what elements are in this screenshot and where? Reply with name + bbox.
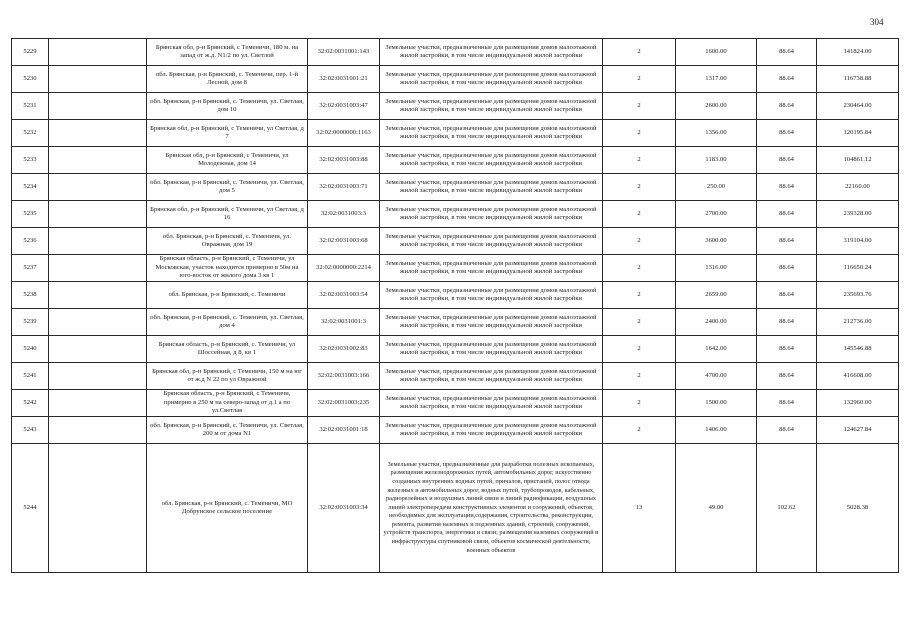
cadastral-number-cell: 32:02:0031003:88 — [308, 147, 380, 174]
specific-value-cell: 88.64 — [757, 309, 817, 336]
specific-value-cell: 88.64 — [757, 228, 817, 255]
address-cell: Брянская обл, р-н Брянский, с Теменичи, ул Светлая, д 16 — [147, 201, 308, 228]
land-use-cell: Земельные участки, предназначенные для размещения домов малоэтажной жилой застройки, в том числе индивидуальной жилой застройки — [380, 66, 603, 93]
cadastral-value-cell: 212736.00 — [817, 309, 899, 336]
empty-cell — [49, 201, 147, 228]
table-row — [12, 255, 899, 282]
cadastral-value-cell: 5028.38 — [817, 444, 899, 573]
area-cell: 1356.00 — [676, 120, 757, 147]
land-use-cell: Земельные участки, предназначенные для размещения домов малоэтажной жилой застройки, в том числе индивидуальной жилой застройки — [380, 390, 603, 417]
address-cell: обл. Брянская, р-н Брянский, с. Теменичи, ул. Светлая, дом 5 — [147, 174, 308, 201]
specific-value-cell: 88.64 — [757, 363, 817, 390]
group-cell: 2 — [603, 174, 676, 201]
specific-value-cell: 88.64 — [757, 255, 817, 282]
specific-value-cell: 88.64 — [757, 390, 817, 417]
row-number: 5240 — [12, 336, 49, 363]
land-use-cell: Земельные участки, предназначенные для размещения домов малоэтажной жилой застройки, в том числе индивидуальной жилой застройки — [380, 201, 603, 228]
address-cell: обл. Брянская, р-н Брянский, с. Теменичи, ул. Овражная, дом 19 — [147, 228, 308, 255]
cadastral-number-cell: 32:02:0031001:21 — [308, 66, 380, 93]
row-number: 5231 — [12, 93, 49, 120]
cadastral-value-cell: 120195.84 — [817, 120, 899, 147]
cadastral-number-cell: 32:02:0031003:47 — [308, 93, 380, 120]
group-cell: 2 — [603, 363, 676, 390]
empty-cell — [49, 309, 147, 336]
address-cell: Брянская область, р-н Брянский, с Теменичи, ул Московская, участок находится примерно в 50м на юго-восток от жилого дома 3 кв 1 — [147, 255, 308, 282]
cadastral-number-cell: 32:02:0031003:71 — [308, 174, 380, 201]
group-cell: 2 — [603, 282, 676, 309]
table-row — [12, 417, 899, 444]
empty-cell — [49, 174, 147, 201]
area-cell: 2659.00 — [676, 282, 757, 309]
row-number: 5237 — [12, 255, 49, 282]
empty-cell — [49, 147, 147, 174]
cadastral-number-cell: 32:02:0031001:143 — [308, 39, 380, 66]
row-number: 5243 — [12, 417, 49, 444]
group-cell: 2 — [603, 336, 676, 363]
area-cell: 49.00 — [676, 444, 757, 573]
cadastral-value-cell: 116738.88 — [817, 66, 899, 93]
cadastral-value-cell: 141824.00 — [817, 39, 899, 66]
area-cell: 1600.00 — [676, 39, 757, 66]
table-row — [12, 66, 899, 93]
table-body — [12, 39, 899, 573]
cadastral-value-cell: 124627.84 — [817, 417, 899, 444]
area-cell: 1317.00 — [676, 66, 757, 93]
cadastral-number-cell: 32:02:0031003:34 — [308, 444, 380, 573]
area-cell: 1183.00 — [676, 147, 757, 174]
land-use-cell: Земельные участки, предназначенные для размещения домов малоэтажной жилой застройки, в том числе индивидуальной жилой застройки — [380, 255, 603, 282]
land-use-cell: Земельные участки, предназначенные для разработки полезных ископаемых, размещения железнодорожных путей, автомобильных дорог, искусственно созданных внутренних водных путей, причалов, пристаней, полос отвода железных и автомобильных дорог, водных путей, трубопроводов, кабельных, радиорелейных и воздушных линий связи и линий радиофикации, воздушных линий электропередачи конструктивных элементов и сооружений, объектов, необходимых для эксплуатации,содержания, строительства, реконструкции, ремонта, развития наземных и подземных зданий, строений, сооружений, устройств транспорта, энергетики и связи; размещения наземных сооружений и инфраструктуры спутниковой связи, объектов космической деятельности, военных объектов — [380, 444, 603, 573]
row-number: 5241 — [12, 363, 49, 390]
table-row — [12, 147, 899, 174]
row-number: 5233 — [12, 147, 49, 174]
empty-cell — [49, 120, 147, 147]
cadastral-number-cell: 32:02:0031003:54 — [308, 282, 380, 309]
cadastral-number-cell: 32:02:0031003:68 — [308, 228, 380, 255]
land-use-cell: Земельные участки, предназначенные для размещения домов малоэтажной жилой застройки, в том числе индивидуальной жилой застройки — [380, 228, 603, 255]
table-row — [12, 93, 899, 120]
specific-value-cell: 88.64 — [757, 282, 817, 309]
specific-value-cell: 88.64 — [757, 39, 817, 66]
empty-cell — [49, 39, 147, 66]
cadastral-value-table — [11, 38, 899, 573]
empty-cell — [49, 228, 147, 255]
address-cell: Брянская обл, р-н Брянский, с Теменичи, ул Молодежная, дом 14 — [147, 147, 308, 174]
specific-value-cell: 88.64 — [757, 120, 817, 147]
address-cell: обл. Брянская, р-н Брянский, с. Теменичи, ул. Светлая, 200 м от дома N1 — [147, 417, 308, 444]
group-cell: 2 — [603, 66, 676, 93]
group-cell: 2 — [603, 228, 676, 255]
row-number: 5244 — [12, 444, 49, 573]
specific-value-cell: 88.64 — [757, 147, 817, 174]
land-use-cell: Земельные участки, предназначенные для размещения домов малоэтажной жилой застройки, в том числе индивидуальной жилой застройки — [380, 39, 603, 66]
address-cell: Брянская область, р-н Брянский, с Теменичи, примерно в 250 м на северо-запад от д.1 а по ул.Светлая — [147, 390, 308, 417]
land-use-cell: Земельные участки, предназначенные для размещения домов малоэтажной жилой застройки, в том числе индивидуальной жилой застройки — [380, 174, 603, 201]
row-number: 5230 — [12, 66, 49, 93]
land-use-cell: Земельные участки, предназначенные для размещения домов малоэтажной жилой застройки, в том числе индивидуальной жилой застройки — [380, 417, 603, 444]
area-cell: 250.00 — [676, 174, 757, 201]
specific-value-cell: 88.64 — [757, 201, 817, 228]
address-cell: обл. Брянская, р-н Брянский, с. Теменичи, МО Добрунское сельское поселение — [147, 444, 308, 573]
row-number: 5236 — [12, 228, 49, 255]
cadastral-value-cell: 319104.00 — [817, 228, 899, 255]
area-cell: 4700.00 — [676, 363, 757, 390]
table-row — [12, 228, 899, 255]
area-cell: 1406.00 — [676, 417, 757, 444]
cadastral-number-cell: 32:02:0031003:166 — [308, 363, 380, 390]
specific-value-cell: 88.64 — [757, 66, 817, 93]
address-cell: Брянская область, р-н Брянский, с. Теменичи, ул Шоссейная, д 8, кв 1 — [147, 336, 308, 363]
cadastral-value-cell: 22160.00 — [817, 174, 899, 201]
page-number: 304 — [870, 17, 884, 27]
area-cell: 2700.00 — [676, 201, 757, 228]
cadastral-value-cell: 145546.88 — [817, 336, 899, 363]
area-cell: 1642.00 — [676, 336, 757, 363]
row-number: 5239 — [12, 309, 49, 336]
area-cell: 3600.00 — [676, 228, 757, 255]
empty-cell — [49, 417, 147, 444]
land-use-cell: Земельные участки, предназначенные для размещения домов малоэтажной жилой застройки, в том числе индивидуальной жилой застройки — [380, 282, 603, 309]
cadastral-value-cell: 239328.00 — [817, 201, 899, 228]
group-cell: 2 — [603, 309, 676, 336]
table-row — [12, 444, 899, 573]
group-cell: 2 — [603, 93, 676, 120]
land-use-cell: Земельные участки, предназначенные для размещения домов малоэтажной жилой застройки, в том числе индивидуальной жилой застройки — [380, 309, 603, 336]
group-cell: 2 — [603, 39, 676, 66]
cadastral-number-cell: 32:02:0031003:235 — [308, 390, 380, 417]
group-cell: 2 — [603, 120, 676, 147]
cadastral-number-cell: 32:02:0031002:83 — [308, 336, 380, 363]
table-row — [12, 282, 899, 309]
address-cell: Брянская обл, р-н Брянский, с Теменичи, ул Светлая, д 7 — [147, 120, 308, 147]
cadastral-value-cell: 116650.24 — [817, 255, 899, 282]
empty-cell — [49, 444, 147, 573]
empty-cell — [49, 255, 147, 282]
address-cell: обл. Брянская, р-н Брянский, с. Теменичи, пер. 1-й Лесной, дом 8 — [147, 66, 308, 93]
row-number: 5235 — [12, 201, 49, 228]
table-row — [12, 39, 899, 66]
address-cell: Брянская обл, р-н Брянский, с Теменичи, 150 м на юг от ж.д N 22 по ул Овражной — [147, 363, 308, 390]
specific-value-cell: 88.64 — [757, 174, 817, 201]
empty-cell — [49, 66, 147, 93]
land-use-cell: Земельные участки, предназначенные для размещения домов малоэтажной жилой застройки, в том числе индивидуальной жилой застройки — [380, 120, 603, 147]
table-row — [12, 201, 899, 228]
cadastral-value-cell: 132960.00 — [817, 390, 899, 417]
table-row — [12, 174, 899, 201]
cadastral-value-cell: 104861.12 — [817, 147, 899, 174]
cadastral-number-cell: 32:02:0000000:2214 — [308, 255, 380, 282]
land-use-cell: Земельные участки, предназначенные для размещения домов малоэтажной жилой застройки, в том числе индивидуальной жилой застройки — [380, 363, 603, 390]
area-cell: 2400.00 — [676, 309, 757, 336]
group-cell: 2 — [603, 147, 676, 174]
area-cell: 1316.00 — [676, 255, 757, 282]
table-row — [12, 336, 899, 363]
cadastral-value-cell: 416608.00 — [817, 363, 899, 390]
table-row — [12, 120, 899, 147]
row-number: 5229 — [12, 39, 49, 66]
row-number: 5232 — [12, 120, 49, 147]
area-cell: 1500.00 — [676, 390, 757, 417]
cadastral-number-cell: 32:02:0000000:1163 — [308, 120, 380, 147]
area-cell: 2600.00 — [676, 93, 757, 120]
row-number: 5234 — [12, 174, 49, 201]
group-cell: 2 — [603, 390, 676, 417]
address-cell: обл. Брянская, р-н Брянский, с. Теменичи, ул. Светлая, дом 10 — [147, 93, 308, 120]
empty-cell — [49, 282, 147, 309]
group-cell: 2 — [603, 417, 676, 444]
empty-cell — [49, 93, 147, 120]
cadastral-value-cell: 235693.76 — [817, 282, 899, 309]
specific-value-cell: 88.64 — [757, 336, 817, 363]
land-use-cell: Земельные участки, предназначенные для размещения домов малоэтажной жилой застройки, в том числе индивидуальной жилой застройки — [380, 93, 603, 120]
address-cell: обл. Брянская, р-н Брянский, с. Теменичи — [147, 282, 308, 309]
address-cell: обл. Брянская, р-н Брянский, с. Теменичи, ул. Светлая, дом 4 — [147, 309, 308, 336]
cadastral-number-cell: 32:02:0031001:18 — [308, 417, 380, 444]
table-row — [12, 363, 899, 390]
empty-cell — [49, 336, 147, 363]
empty-cell — [49, 390, 147, 417]
address-cell: Брянская обл, р-н Брянский, с Теменичи, 180 м. на запад от ж.д. N1/2 по ул. Светлой — [147, 39, 308, 66]
empty-cell — [49, 363, 147, 390]
cadastral-value-cell: 230464.00 — [817, 93, 899, 120]
row-number: 5238 — [12, 282, 49, 309]
land-use-cell: Земельные участки, предназначенные для размещения домов малоэтажной жилой застройки, в том числе индивидуальной жилой застройки — [380, 147, 603, 174]
table-row — [12, 390, 899, 417]
specific-value-cell: 88.64 — [757, 93, 817, 120]
cadastral-number-cell: 32:02:0031001:3 — [308, 309, 380, 336]
specific-value-cell: 102.62 — [757, 444, 817, 573]
group-cell: 2 — [603, 201, 676, 228]
cadastral-number-cell: 32:02:0031003:3 — [308, 201, 380, 228]
land-use-cell: Земельные участки, предназначенные для размещения домов малоэтажной жилой застройки, в том числе индивидуальной жилой застройки — [380, 336, 603, 363]
group-cell: 2 — [603, 255, 676, 282]
group-cell: 13 — [603, 444, 676, 573]
table-row — [12, 309, 899, 336]
row-number: 5242 — [12, 390, 49, 417]
specific-value-cell: 88.64 — [757, 417, 817, 444]
